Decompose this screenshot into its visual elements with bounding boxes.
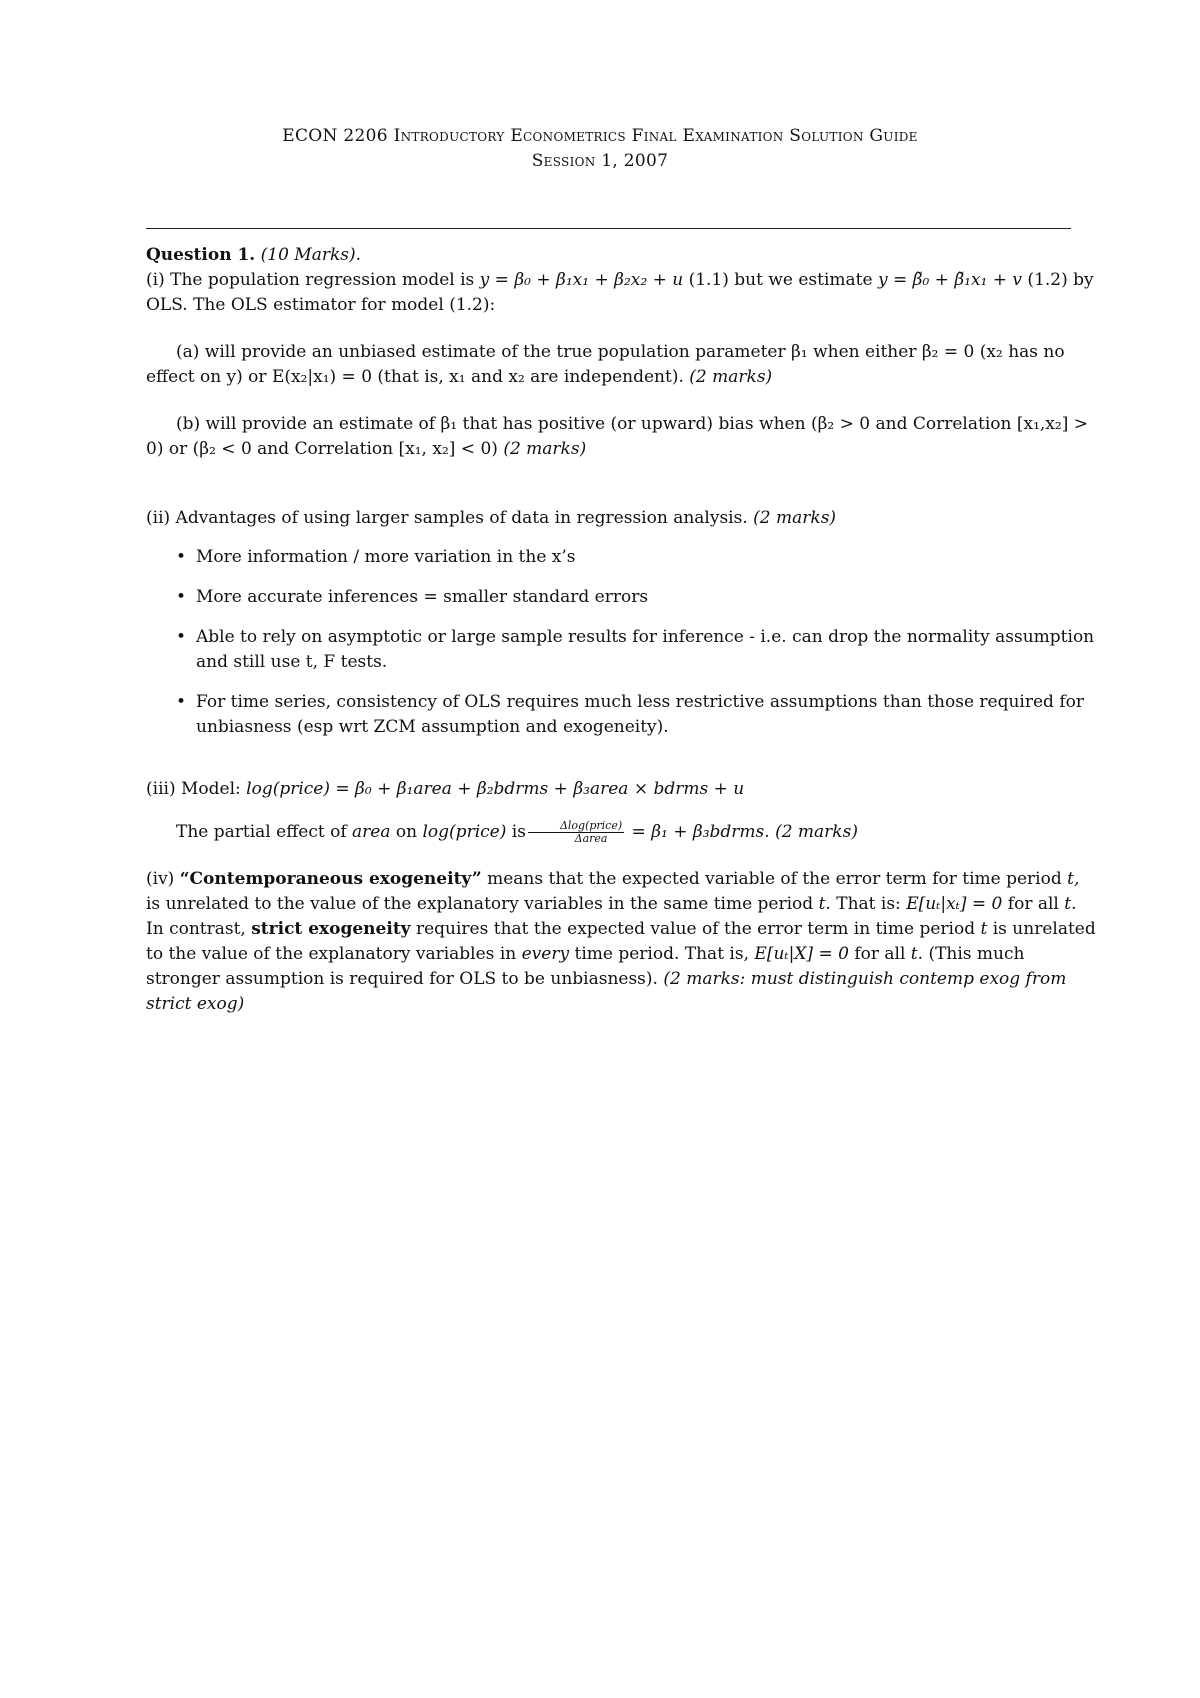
var-t: t. [1064, 894, 1077, 914]
part-i-end: (1.2) by OLS. The OLS estimator for model (1.2): [146, 270, 1094, 315]
list-item: • For time series, consistency of OLS requires much less restrictive assumptions than those required for unbiasness (esp wrt ZCM assumption and exogeneity). [146, 690, 1096, 740]
population-model-equation: y = β₀ + β₁x₁ + β₂x₂ + u [479, 270, 684, 290]
part-a-body: (a) will provide an unbiased estimate of the true population parameter β₁ when either β₂ = 0 (x₂ has no effect on y) or E(x₂|x₁) = 0 (that is, x₁ and x₂ are independent). [146, 342, 1065, 387]
part-iii-model [146, 777, 1096, 802]
question-label: Question 1. [146, 245, 256, 265]
part-iv-marks: (2 marks: must distinguish contemp exog from strict exog) [146, 969, 1067, 1014]
part-a-marks: (2 marks) [689, 367, 773, 387]
title-course-name: Introductory Econometrics Final Examination Solution Guide [393, 126, 918, 146]
part-ii-marks: (2 marks) [753, 508, 837, 528]
part-iv-text-e: for all [1002, 894, 1065, 914]
estimated-model-equation: y = β̃₀ + β̃₁x₁ + v [877, 270, 1023, 290]
fraction-denominator: Δarea [574, 832, 608, 845]
term-contemporaneous-exogeneity: “Contemporaneous exogeneity” [179, 869, 482, 889]
question-heading [146, 243, 1096, 268]
part-b-marks: (2 marks) [503, 439, 587, 459]
horizontal-rule [146, 228, 1071, 229]
logprice-variable: log(price) [422, 822, 507, 842]
solution-body [146, 243, 1096, 1017]
partial-derivative-fraction [528, 820, 624, 845]
part-iv-text-k: (This much stronger assumption is required for OLS to be unbiasness). [146, 944, 1025, 989]
part-iv-text-f: In contrast, [146, 919, 252, 939]
part-iv-text-b: means that the expected variable of the error term for time period [481, 869, 1068, 889]
part-iii-marks: (2 marks) [775, 822, 858, 842]
list-item: • Able to rely on asymptotic or large sample results for inference - i.e. can drop the normality assumption and still use t, F tests. [146, 625, 1096, 675]
fraction-numerator: Δlog(price) [528, 820, 624, 833]
part-a-text [146, 340, 1096, 390]
partial-effect-equation: = β₁ + β₃bdrms. [626, 822, 770, 842]
area-variable: area [352, 822, 391, 842]
title-line-1 [0, 124, 1200, 149]
part-iii-label: (iii) Model: [146, 779, 247, 799]
part-iii-partial-effect [146, 820, 1096, 845]
list-item: • More accurate inferences = smaller standard errors [146, 585, 1096, 610]
model-equation: log(price) = β₀ + β₁area + β₂bdrms + β₃area × bdrms + u [246, 779, 745, 799]
part-i-intro: (i) The population regression model is [146, 270, 480, 290]
part-iv-text-d: That is: [830, 894, 907, 914]
word-every: every [521, 944, 570, 964]
var-t: t, [1067, 869, 1080, 889]
partial-effect-text-2: on [390, 822, 423, 842]
part-b-text [146, 412, 1096, 462]
partial-effect-text-1: The partial effect of [176, 822, 353, 842]
part-i-mid: (1.1) but we estimate [683, 270, 878, 290]
part-ii-text [146, 506, 1096, 531]
part-ii-body: (ii) Advantages of using larger samples of data in regression analysis. [146, 508, 748, 528]
advantages-list [146, 545, 1096, 740]
partial-effect-text-3: is [506, 822, 526, 842]
part-iv-text-j: for all [848, 944, 911, 964]
list-item: • More information / more variation in the x’s [146, 545, 1096, 570]
var-t: t. [910, 944, 924, 964]
var-t: t. [818, 894, 831, 914]
part-b-body: (b) will provide an estimate of β₁ that has positive (or upward) bias when (β₂ > 0 and Correlation [x₁,x₂] > 0) or (β₂ < 0 and Correlation [x₁, x₂] < 0) [146, 414, 1088, 459]
part-iv-text [146, 867, 1096, 1017]
title-course-code: ECON 2206 [282, 126, 394, 146]
part-iv-text-c: is unrelated to the value of the explanatory variables in the same time period [146, 894, 819, 914]
part-i-text [146, 268, 1096, 318]
part-iv-label: (iv) [146, 869, 180, 889]
strict-condition: E[uₜ|X] = 0 [754, 944, 849, 964]
document-title [0, 124, 1200, 174]
title-line-2: Session 1, 2007 [531, 151, 669, 171]
contemporaneous-condition: E[uₜ|xₜ] = 0 [906, 894, 1003, 914]
term-strict-exogeneity: strict exogeneity [251, 919, 411, 939]
question-marks: (10 Marks). [260, 245, 362, 265]
part-iv-text-i: time period. That is, [569, 944, 755, 964]
var-t: t [980, 919, 988, 939]
part-iv-text-h: is unrelated to the value of the explanatory variables in [146, 919, 1096, 964]
part-iv-text-g: requires that the expected value of the error term in time period [410, 919, 981, 939]
